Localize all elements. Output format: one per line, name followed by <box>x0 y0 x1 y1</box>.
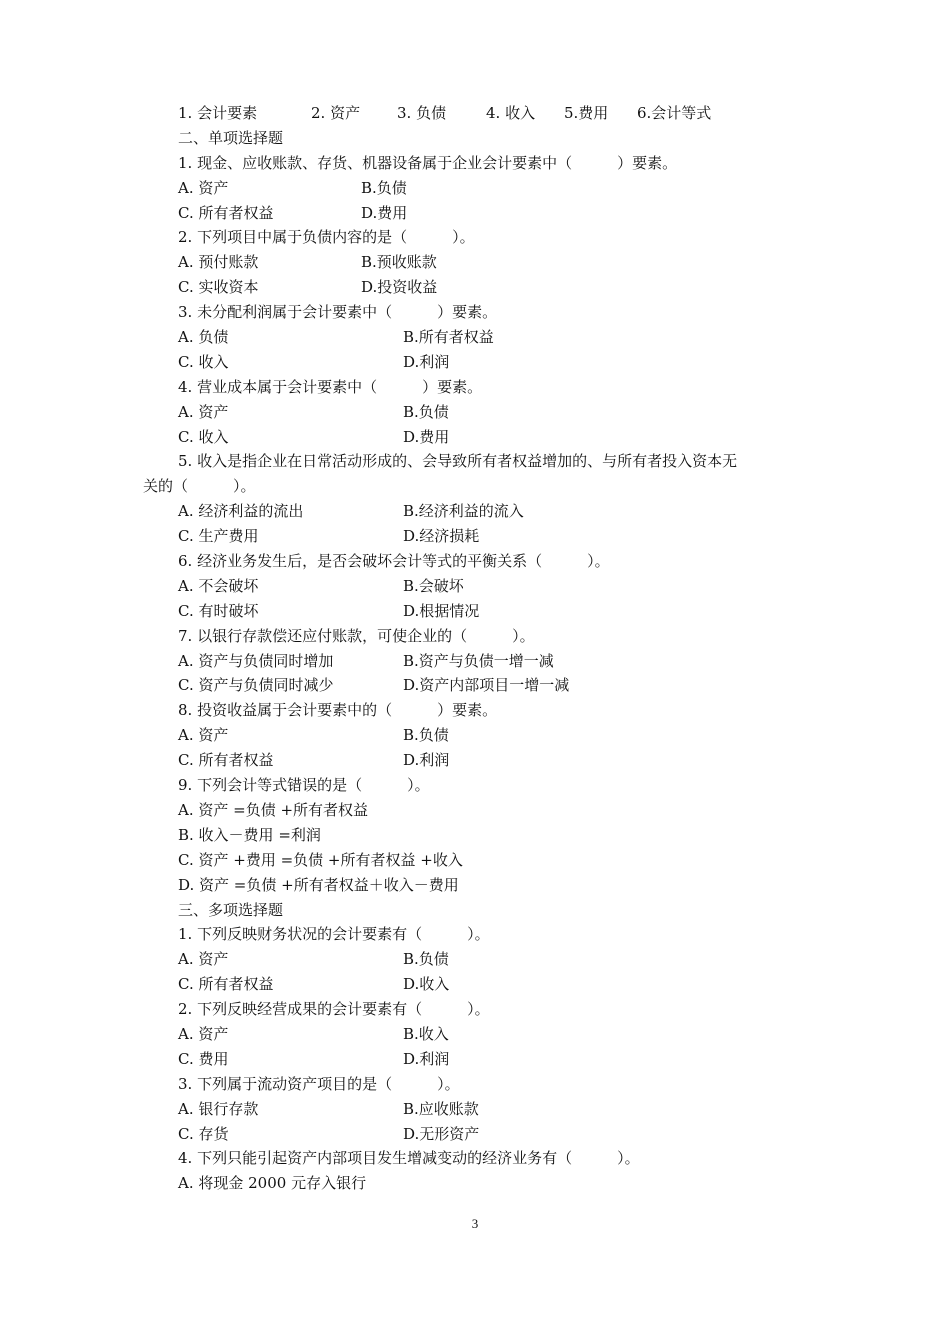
option: D.利润 <box>403 352 450 371</box>
option: A. 资产 <box>178 178 229 197</box>
question-text-continued: 关的（ ）。 <box>143 477 256 496</box>
option: A. 资产与负债同时增加 <box>178 651 334 670</box>
question-text: 2. 下列项目中属于负债内容的是（ ）。 <box>178 228 475 247</box>
option: D.根据情况 <box>403 601 480 620</box>
option: D.经济损耗 <box>403 527 480 546</box>
option: C. 实收资本 <box>178 278 259 297</box>
option: D.无形资产 <box>403 1124 480 1143</box>
option: B.负债 <box>361 178 407 197</box>
option: A. 资产 <box>178 402 229 421</box>
option-row <box>178 400 818 425</box>
option-row <box>178 499 818 524</box>
vocab-term: 4. 收入 <box>486 104 536 122</box>
option-row <box>178 599 818 624</box>
option: D. 资产 =负债 +所有者权益＋收入－费用 <box>178 875 459 894</box>
option: A. 负债 <box>178 328 229 347</box>
option: A. 不会破坏 <box>178 576 259 595</box>
question-text: 4. 下列只能引起资产内部项目发生增减变动的经济业务有（ ）。 <box>178 1149 640 1168</box>
option: C. 资产 +费用 =负债 +所有者权益 +收入 <box>178 850 463 869</box>
option-row <box>178 250 818 275</box>
option-row <box>178 1047 818 1072</box>
vocab-term: 3. 负债 <box>397 104 447 122</box>
option: B.会破坏 <box>403 576 464 595</box>
option-row <box>178 748 818 773</box>
question-text: 3. 下列属于流动资产项目的是（ ）。 <box>178 1074 460 1093</box>
section-heading: 二、单项选择题 <box>178 128 284 147</box>
option: A. 将现金 2000 元存入银行 <box>178 1174 367 1193</box>
option: B.负债 <box>403 726 449 745</box>
vocab-term: 5.费用 <box>564 104 609 122</box>
option: A. 银行存款 <box>178 1099 259 1118</box>
option-row <box>178 1122 818 1147</box>
option: A. 资产 <box>178 950 229 969</box>
option-row <box>178 275 818 300</box>
section-heading: 三、多项选择题 <box>178 900 284 919</box>
option: A. 资产 =负债 +所有者权益 <box>178 800 369 819</box>
option: C. 收入 <box>178 352 229 371</box>
option: C. 收入 <box>178 427 229 446</box>
question-text: 5. 收入是指企业在日常活动形成的、会导致所有者权益增加的、与所有者投入资本无 <box>178 452 738 471</box>
option: C. 所有者权益 <box>178 203 274 222</box>
option: B.所有者权益 <box>403 328 494 347</box>
option: D.投资收益 <box>361 278 438 297</box>
option: B. 收入－费用 =利润 <box>178 825 321 844</box>
option: C. 所有者权益 <box>178 751 274 770</box>
option-row <box>178 1022 818 1047</box>
question-text: 7. 以银行存款偿还应付账款，可使企业的（ ）。 <box>178 626 535 645</box>
option-row <box>178 524 818 549</box>
option: A. 资产 <box>178 1024 229 1043</box>
option-row <box>178 176 818 201</box>
vocab-term: 2. 资产 <box>311 104 361 122</box>
option-row <box>178 574 818 599</box>
option-row <box>178 425 818 450</box>
option: B.负债 <box>403 402 449 421</box>
option-row <box>178 673 818 698</box>
option: D.利润 <box>403 751 450 770</box>
option: C. 所有者权益 <box>178 975 274 994</box>
option: A. 资产 <box>178 726 229 745</box>
page-number: 3 <box>471 1216 479 1231</box>
option: B.经济利益的流入 <box>403 502 524 521</box>
option: A. 预付账款 <box>178 253 259 272</box>
vocab-term: 1. 会计要素 <box>178 104 258 122</box>
option: D.收入 <box>403 975 450 994</box>
question-text: 1. 现金、应收账款、存货、机器设备属于企业会计要素中（ ）要素。 <box>178 153 678 172</box>
option: B.负债 <box>403 950 449 969</box>
option: A. 经济利益的流出 <box>178 502 304 521</box>
question-text: 3. 未分配利润属于会计要素中（ ）要素。 <box>178 303 498 322</box>
option-row <box>178 649 818 674</box>
option: B.应收账款 <box>403 1099 479 1118</box>
option: C. 费用 <box>178 1049 229 1068</box>
vocab-term: 6.会计等式 <box>637 104 712 122</box>
question-text: 9. 下列会计等式错误的是（ ）。 <box>178 776 430 795</box>
option-row <box>178 1097 818 1122</box>
option: D.利润 <box>403 1049 450 1068</box>
option-row <box>178 201 818 226</box>
option-row <box>178 947 818 972</box>
question-text: 8. 投资收益属于会计要素中的（ ）要素。 <box>178 701 498 720</box>
option-row <box>178 325 818 350</box>
page-content <box>143 101 818 1196</box>
option: D.资产内部项目一增一减 <box>403 676 570 695</box>
option: D.费用 <box>361 203 408 222</box>
option: B.收入 <box>403 1024 449 1043</box>
option: C. 生产费用 <box>178 527 259 546</box>
option-row <box>178 350 818 375</box>
question-text: 6. 经济业务发生后，是否会破坏会计等式的平衡关系（ ）。 <box>178 552 610 571</box>
option: C. 存货 <box>178 1124 229 1143</box>
question-text: 4. 营业成本属于会计要素中（ ）要素。 <box>178 377 483 396</box>
option-row <box>178 972 818 997</box>
option-row <box>178 723 818 748</box>
option: B.资产与负债一增一减 <box>403 651 554 670</box>
option: D.费用 <box>403 427 450 446</box>
question-text: 2. 下列反映经营成果的会计要素有（ ）。 <box>178 1000 490 1019</box>
vocab-terms-line <box>178 101 818 126</box>
option: C. 资产与负债同时减少 <box>178 676 334 695</box>
question-text: 1. 下列反映财务状况的会计要素有（ ）。 <box>178 925 490 944</box>
option: B.预收账款 <box>361 253 437 272</box>
option: C. 有时破坏 <box>178 601 259 620</box>
